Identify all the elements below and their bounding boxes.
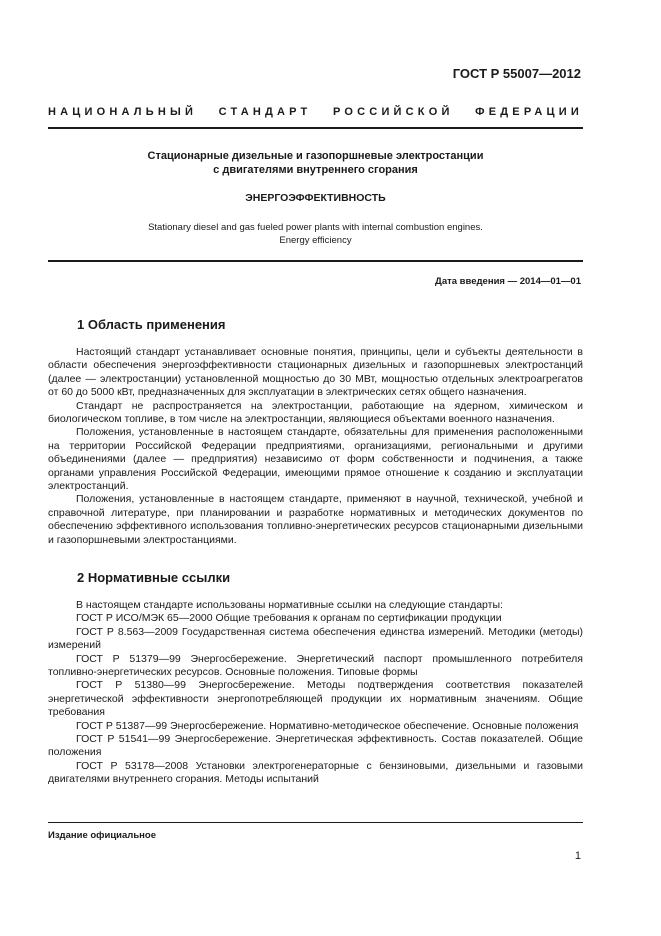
title-en-line: Stationary diesel and gas fueled power plants with internal combustion engines. [148,222,483,233]
banner-word: СТАНДАРТ [218,106,312,118]
title-ru-line: с двигателями внутреннего сгорания [213,164,418,176]
reference-item: ГОСТ Р ИСО/МЭК 65—2000 Общие требования к органам по сертификации продукции [76,612,502,625]
page-number: 1 [574,850,581,862]
document-title-en [48,221,583,247]
title-ru-line: Стационарные дизельные и газопоршневые электростанции [147,150,484,162]
footer-rule [48,822,583,823]
reference-item: ГОСТ Р 51379—99 Энергосбережение. Энергетический паспорт промышленного потребителя топливно-энергетических ресурсов. Основные положения. Типовые формы [48,652,583,679]
section-1-body [48,346,583,547]
reference-item: ГОСТ Р 53178—2008 Установки электрогенераторные с бензиновыми, дизельными и газовыми двигателями внутреннего сгорания. Методы испытаний [48,759,583,786]
top-rule [48,127,583,129]
national-standard-banner [48,106,583,118]
document-number: ГОСТ Р 55007—2012 [452,66,581,81]
paragraph: В настоящем стандарте использованы нормативные ссылки на следующие стандарты: [76,599,503,611]
paragraph: Настоящий стандарт устанавливает основные понятия, принципы, цели и субъекты деятельности в области обеспечения энергоэффективности стационарных дизельных и газопоршневых электростанций (далее — электростанции) установленной мощностью до 30 МВт, мощностью отдельных электроагрегатов от 60 до 5000 кВт, предназначенных для эксплуатации в электрических сетях общего назначения. [48,346,583,399]
section-2-body [48,599,583,787]
document-title-ru [48,149,583,177]
paragraph: Стандарт не распространяется на электростанции, работающие на ядерном, химическом и биологическом топливе, в том числе на электростанции, являющиеся объектами военного назначения. [48,399,583,426]
banner-word: НАЦИОНАЛЬНЫЙ [48,106,198,118]
banner-word: ФЕДЕРАЦИИ [475,106,583,118]
section-1-heading: 1 Область применения [77,317,226,332]
reference-item: ГОСТ Р 51380—99 Энергосбережение. Методы подтверждения соответствия показателей энергетической эффективности энергопотребляющей продукции их нормативным значениям. Общие требования [48,679,583,719]
title-rule [48,260,583,262]
introduction-date: Дата введения — 2014—01—01 [435,276,581,287]
document-subtitle-ru: ЭНЕРГОЭФФЕКТИВНОСТЬ [245,192,386,204]
banner-word: РОССИЙСКОЙ [333,106,454,118]
paragraph: Положения, установленные в настоящем стандарте, обязательны для применения расположенными на территории Российской Федерации предприятиями, организациями, региональными и другими объединениями (далее — предприятия) независимо от форм собственности и подчинения, а также органами управления Российской Федерации, имеющими прямое отношение к созданию и эксплуатации электростанций. [48,426,583,493]
reference-item: ГОСТ Р 51541—99 Энергосбережение. Энергетическая эффективность. Состав показателей. Общие положения [48,733,583,759]
reference-item: ГОСТ Р 51387—99 Энергосбережение. Нормативно-методическое обеспечение. Основные положения [76,719,579,732]
paragraph: Положения, установленные в настоящем стандарте, применяют в научной, технической, учебной и справочной литературе, при планировании и разработке нормативных и методических документов по обеспечению эффективного использования топливно-энергетических ресурсов стационарными дизельными и газопоршневыми электростанциями. [48,493,583,546]
section-2-heading: 2 Нормативные ссылки [77,570,231,585]
title-en-line: Energy efficiency [279,235,352,246]
reference-item: ГОСТ Р 8.563—2009 Государственная система обеспечения единства измерений. Методики (методы) измерений [48,625,583,652]
official-edition-note: Издание официальное [48,830,156,841]
